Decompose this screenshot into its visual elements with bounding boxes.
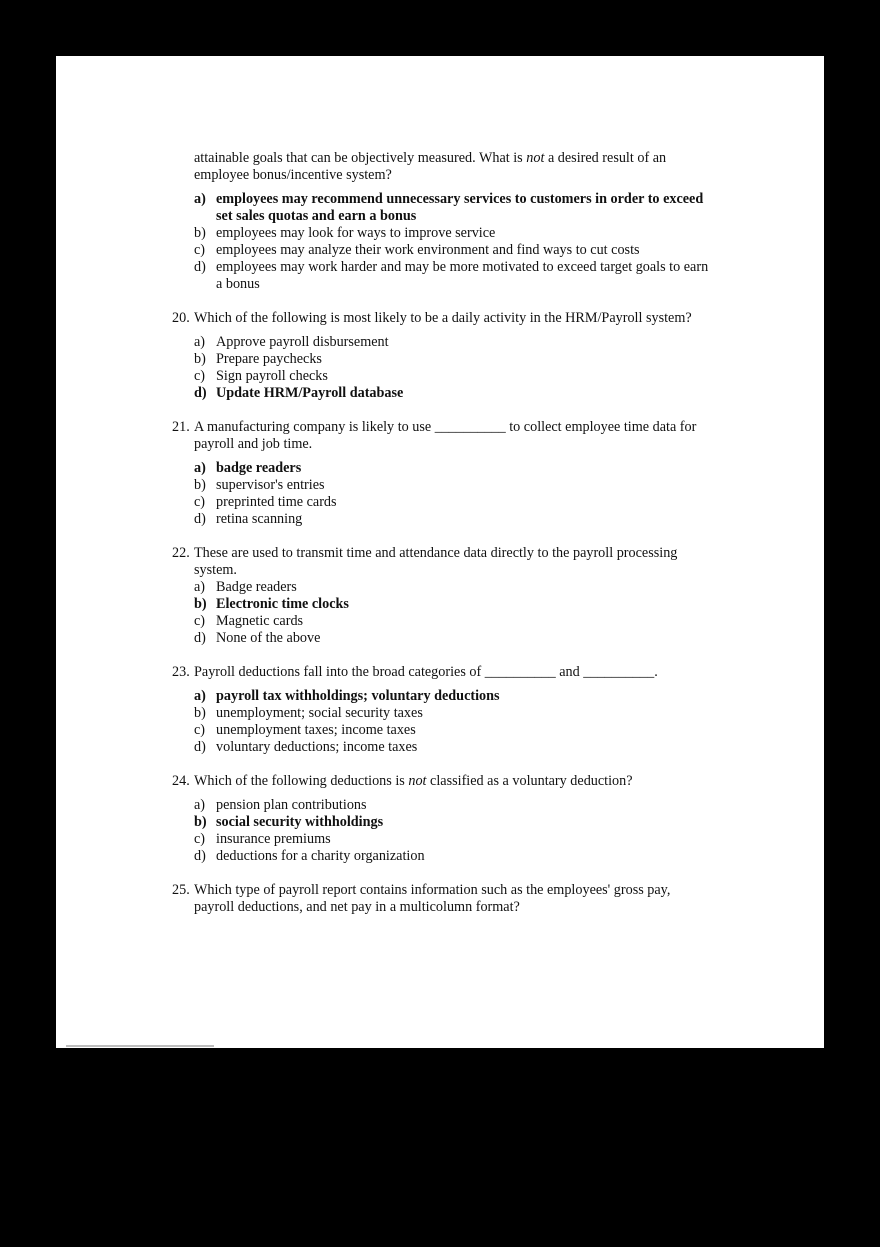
options-list — [172, 460, 712, 528]
option-b: b) Prepare paychecks — [194, 351, 322, 367]
option-a: a) Badge readers — [194, 579, 297, 595]
question-stem: 23. Payroll deductions fall into the broad categories of __________ and __________. — [172, 664, 658, 680]
question-20 — [172, 310, 712, 402]
option-c: c) insurance premiums — [194, 831, 331, 847]
option-b: b) social security withholdings — [194, 814, 384, 830]
option-b: b) supervisor's entries — [194, 477, 325, 493]
question-number: 21. — [172, 419, 190, 435]
option-b: b) employees may look for ways to improve service — [194, 225, 496, 241]
option-c: c) Magnetic cards — [194, 613, 304, 629]
option-a: a) payroll tax withholdings; voluntary deductions — [194, 688, 500, 704]
footnote-divider — [66, 1045, 214, 1047]
option-d: d) employees may work harder and may be more motivated to exceed target goals to earn a bonus — [194, 259, 709, 292]
question-number: 25. — [172, 882, 190, 898]
question-stem: 22. These are used to transmit time and attendance data directly to the payroll processing system. — [172, 545, 678, 578]
question-number: 24. — [172, 773, 190, 789]
options-list — [172, 191, 712, 293]
question-21 — [172, 419, 712, 528]
emphasis-not: not — [526, 150, 545, 166]
question-23 — [172, 664, 712, 756]
option-b: b) Electronic time clocks — [194, 596, 349, 612]
option-a: a) pension plan contributions — [194, 797, 367, 813]
question-list — [172, 150, 712, 916]
options-list — [172, 797, 712, 865]
option-a: a) badge readers — [194, 460, 302, 476]
option-a: a) employees may recommend unnecessary services to customers in order to exceed set sales quotas and earn a bonus — [194, 191, 704, 224]
option-c: c) Sign payroll checks — [194, 368, 328, 384]
question-number: 23. — [172, 664, 190, 680]
document-page — [56, 56, 824, 1048]
question-stem: attainable goals that can be objectively measured. What is not a desired result of an employee bonus/incentive system? — [194, 150, 667, 183]
question-19-continued — [172, 150, 712, 293]
option-c: c) unemployment taxes; income taxes — [194, 722, 416, 738]
option-c: c) preprinted time cards — [194, 494, 337, 510]
question-stem: 25. Which type of payroll report contains information such as the employees' gross pay, payroll deductions, and net pay in a multicolumn format? — [172, 882, 671, 915]
question-stem: 24. Which of the following deductions is not classified as a voluntary deduction? — [172, 773, 633, 789]
question-stem: 21. A manufacturing company is likely to use __________ to collect employee time data for payroll and job time. — [172, 419, 697, 452]
option-b: b) unemployment; social security taxes — [194, 705, 423, 721]
options-list — [172, 334, 712, 402]
question-22 — [172, 545, 712, 647]
option-d: d) voluntary deductions; income taxes — [194, 739, 418, 755]
question-25 — [172, 882, 712, 916]
options-list — [172, 688, 712, 756]
emphasis-not: not — [408, 773, 427, 789]
option-d: d) None of the above — [194, 630, 321, 646]
question-number: 20. — [172, 310, 190, 326]
question-stem: 20. Which of the following is most likely to be a daily activity in the HRM/Payroll system? — [172, 310, 692, 326]
options-list — [172, 579, 712, 647]
option-d: d) retina scanning — [194, 511, 303, 527]
question-24 — [172, 773, 712, 865]
option-a: a) Approve payroll disbursement — [194, 334, 389, 350]
option-c: c) employees may analyze their work environment and find ways to cut costs — [194, 242, 640, 258]
option-d: d) Update HRM/Payroll database — [194, 385, 404, 401]
option-d: d) deductions for a charity organization — [194, 848, 425, 864]
question-number: 22. — [172, 545, 190, 561]
